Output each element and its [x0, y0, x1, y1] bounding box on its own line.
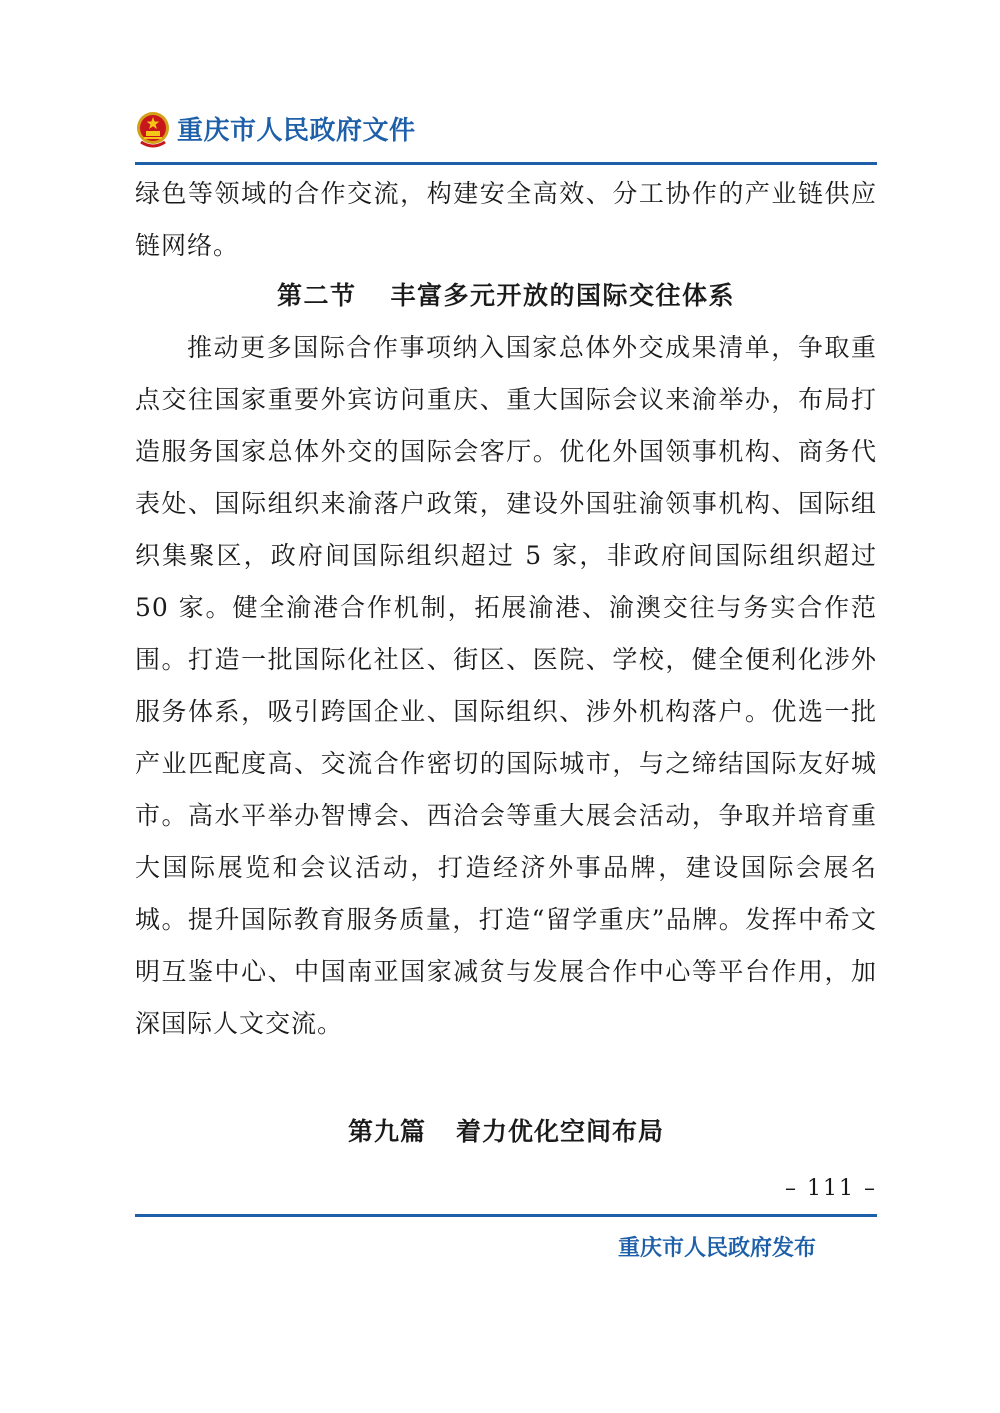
page-number-dash-left: –	[785, 1176, 807, 1201]
page-number-dash-right: –	[855, 1176, 877, 1201]
page-number	[785, 1174, 877, 1204]
document-header-title: 重庆市人民政府文件	[177, 116, 416, 146]
chapter-number: 第九篇	[347, 1117, 426, 1146]
footer-publisher: 重庆市人民政府发布	[617, 1236, 816, 1261]
main-paragraph: 推动更多国际合作事项纳入国家总体外交成果清单，争取重点交往国家重要外宾访问重庆、重大国际会议来渝举办，布局打造服务国家总体外交的国际会客厅。优化外国领事机构、商务代表处、国际组织来渝落户政策，建设外国驻渝领事机构、国际组织集聚区，政府间国际组织超过 5 家，非政府间国际组织超过 50 家。健全渝港合作机制，拓展渝港、渝澳交往与务实合作范围。打造一批国际化社区、街区、医院、学校，健全便利化涉外服务体系，吸引跨国企业、国际组织、涉外机构落户。优选一批产业匹配度高、交流合作密切的国际城市，与之缔结国际友好城市。高水平举办智博会、西洽会等重大展会活动，争取并培育重大国际展览和会议活动，打造经济外事品牌，建设国际会展名城。提升国际教育服务质量，打造“留学重庆”品牌。发挥中希文明互鉴中心、中国南亚国家减贫与发展合作中心等平台作用，加深国际人文交流。	[135, 333, 877, 1038]
section-number: 第二节	[276, 281, 357, 310]
section-title: 丰富多元开放的国际交往体系	[390, 281, 736, 310]
header-divider	[135, 162, 877, 165]
document-header	[135, 108, 877, 156]
footer-divider	[135, 1214, 877, 1217]
continued-paragraph: 绿色等领域的合作交流，构建安全高效、分工协作的产业链供应链网络。	[135, 179, 877, 260]
national-emblem-icon	[135, 110, 171, 150]
section-heading	[135, 270, 877, 322]
chapter-title: 着力优化空间布局	[456, 1117, 665, 1146]
page-number-value: 111	[807, 1176, 855, 1201]
chapter-heading	[135, 1108, 877, 1156]
